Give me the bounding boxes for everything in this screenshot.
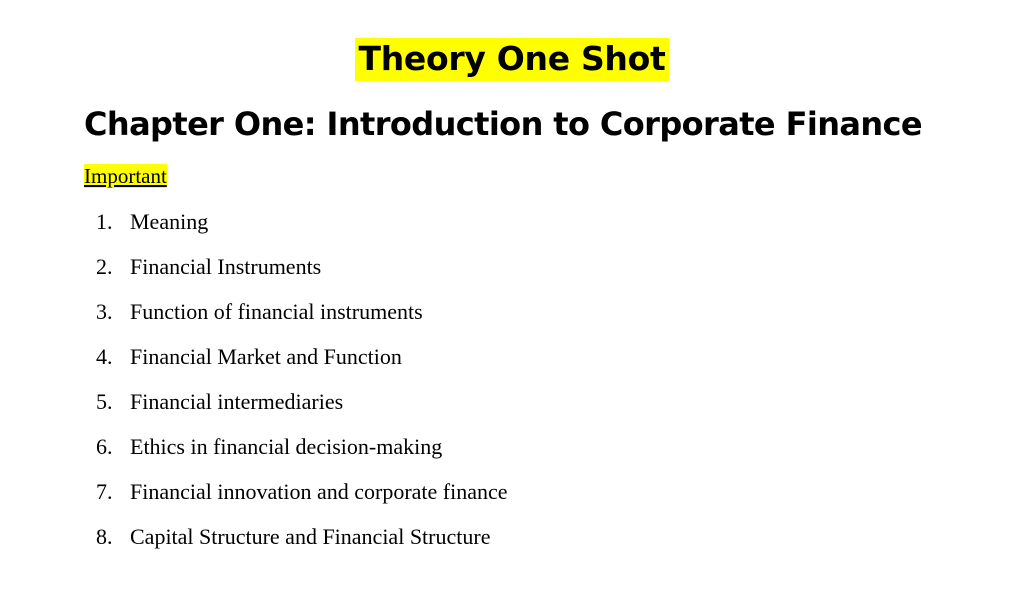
list-item: 3. Function of financial instruments [118,301,1024,323]
list-item: 7. Financial innovation and corporate finance [118,481,1024,503]
list-item: 1. Meaning [118,211,1024,233]
list-item: 6. Ethics in financial decision-making [118,436,1024,458]
important-label: Important [84,164,167,189]
list-item: 4. Financial Market and Function [118,346,1024,368]
list-item: 5. Financial intermediaries [118,391,1024,413]
document-title [0,0,1024,78]
list-item: 2. Financial Instruments [118,256,1024,278]
chapter-heading: Chapter One: Introduction to Corporate Finance [84,104,923,143]
list-item: 8. Capital Structure and Financial Structure [118,526,1024,548]
document-title-highlight: Theory One Shot [355,38,670,81]
topic-list [0,189,1024,548]
important-label-line [0,143,1024,189]
